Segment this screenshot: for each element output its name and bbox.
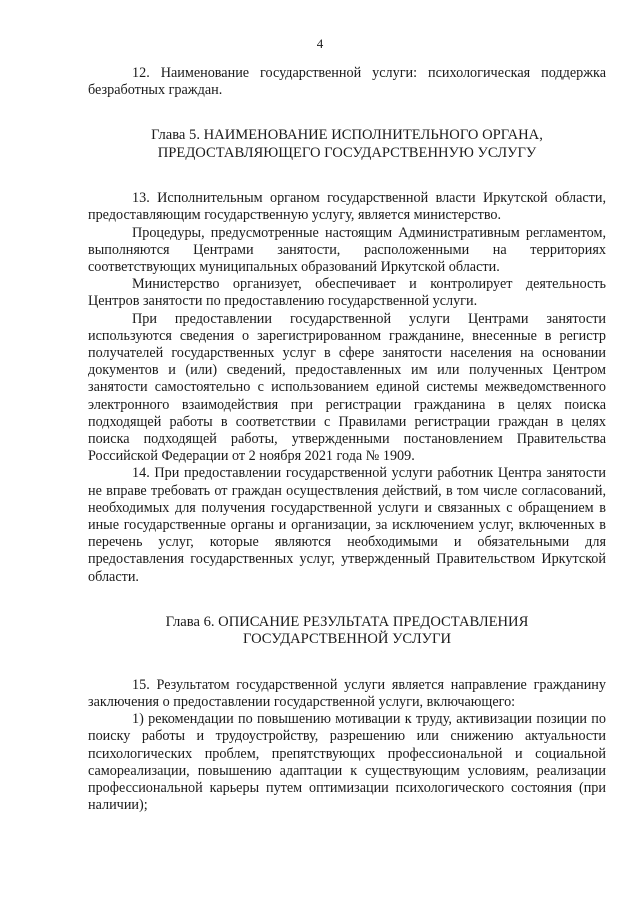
paragraph-ministry: Министерство организует, обеспечивает и контролирует деятельность Центров занятости по предоставлению государственной услуги. (88, 276, 606, 310)
paragraph-employment-centers: При предоставлении государственной услуги Центрами занятости используются сведения о зарегистрированном гражданине, внесенные в регистр получателей государственных услуг в сфере занятости населения на основании документов и (или) сведений, предоставленных им или полученных Центром занятости самостоятельно с использованием единой системы межведомственного электронного взаимодействия при регистрации гражданина в целях поиска подходящей работы в соответствии с Правилами регистрации граждан в целях поиска подходящей работы, утвержденными постановлением Правительства Российской Федерации от 2 ноября 2021 года № 1909. (88, 310, 606, 465)
chapter-6-heading-line-2: ГОСУДАРСТВЕННОЙ УСЛУГИ (243, 631, 451, 648)
page-number: 4 (316, 36, 324, 51)
paragraph-procedures: Процедуры, предусмотренные настоящим Административным регламентом, выполняются Центрами занятости, расположенными на территориях соответствующих муниципальных образований Иркутской области. (88, 224, 606, 276)
paragraph-item-15-1: 1) рекомендации по повышению мотивации к труду, активизации позиции по поиску работы и трудоустройству, разрешению или снижению актуальности психологических проблем, препятствующих профессиональной и социальной самореализации, повышению адаптации к существующим условиям, реализации профессиональной карьеры путем оптимизации психологического состояния (при наличии); (88, 711, 606, 814)
paragraph-item-15: 15. Результатом государственной услуги является направление гражданину заключения о предоставлении государственной услуги, включающего: (88, 676, 606, 710)
chapter-5-heading-line-1: Глава 5. НАИМЕНОВАНИЕ ИСПОЛНИТЕЛЬНОГО ОРГАНА, (151, 127, 543, 144)
paragraph-item-14: 14. При предоставлении государственной услуги работник Центра занятости не вправе требовать от граждан осуществления действий, в том числе согласований, необходимых для получения государственной услуги и связанных с обращением в иные государственные органы и организации, за исключением услуг, включенных в перечень услуг, которые являются необходимыми и обязательными для предоставления государственных услуг, утвержденный Правительством Иркутской области. (88, 465, 606, 585)
chapter-6-heading-line-1: Глава 6. ОПИСАНИЕ РЕЗУЛЬТАТА ПРЕДОСТАВЛЕНИЯ (165, 613, 529, 630)
paragraph-item-13: 13. Исполнительным органом государственной власти Иркутской области, предоставляющим государственную услугу, является министерство. (88, 190, 606, 224)
document-body (88, 65, 606, 814)
paragraph-item-12: 12. Наименование государственной услуги: психологическая поддержка безработных граждан. (88, 65, 606, 99)
chapter-6-heading (88, 614, 606, 649)
chapter-5-heading-line-2: ПРЕДОСТАВЛЯЮЩЕГО ГОСУДАРСТВЕННУЮ УСЛУГУ (157, 144, 537, 161)
chapter-5-heading (88, 127, 606, 162)
